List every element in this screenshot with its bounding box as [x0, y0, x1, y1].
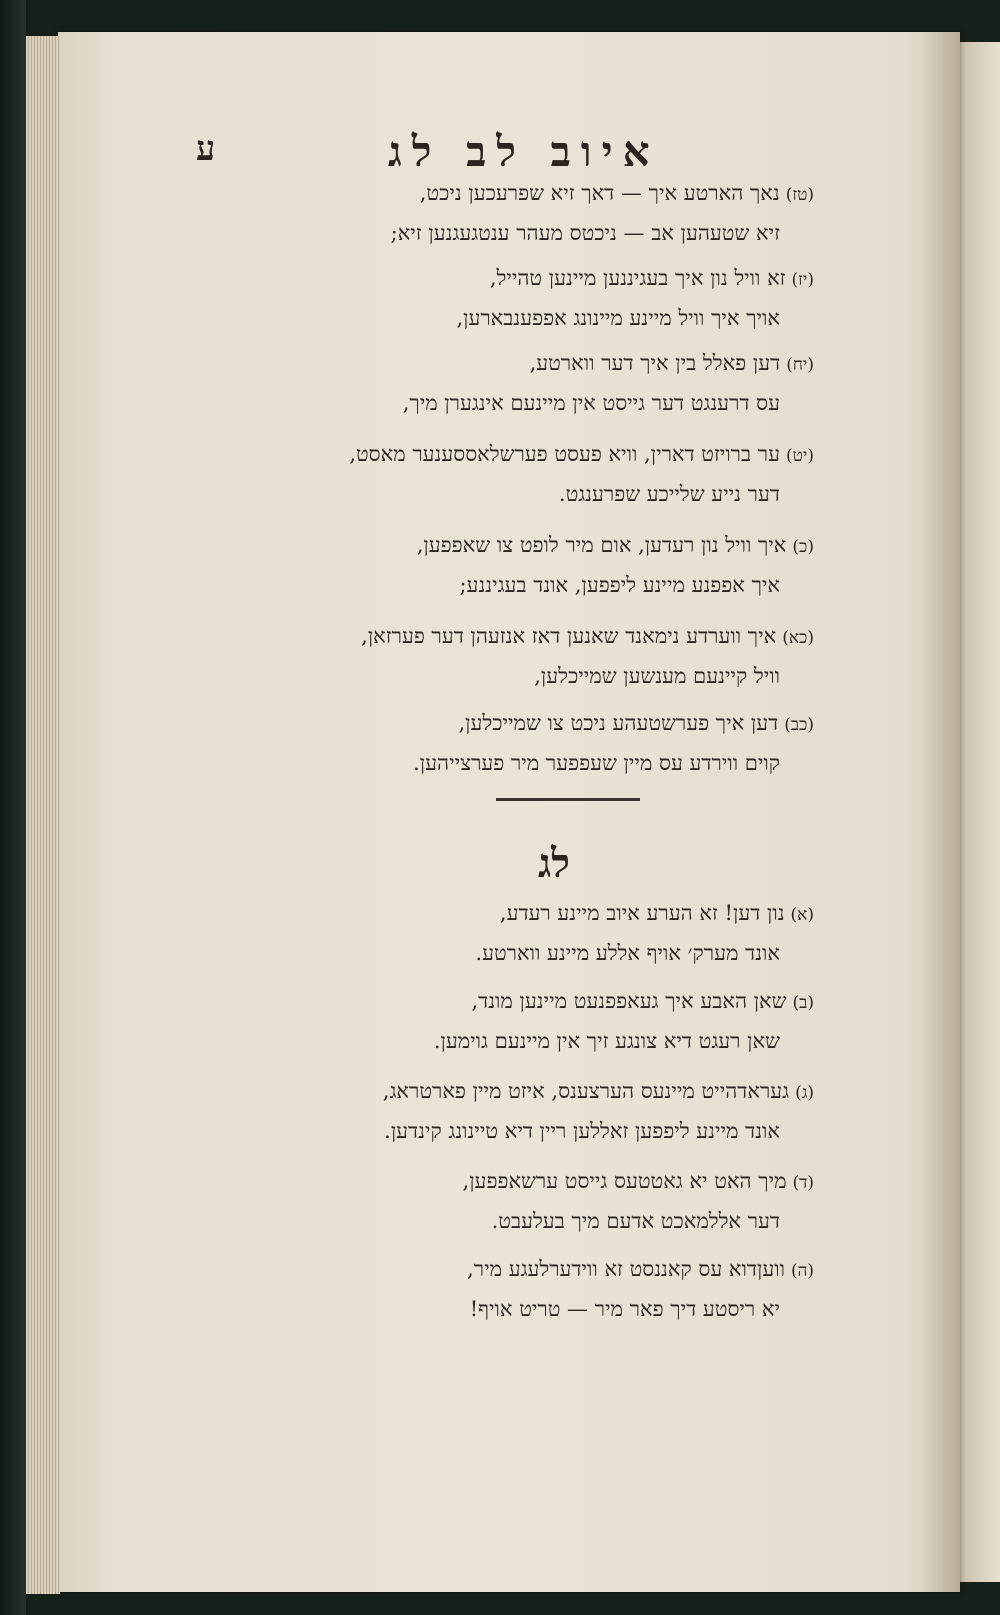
verse-line: זיא שטעהען אב — ניכטס מעהר ענטגעגנען זיא;	[390, 221, 780, 245]
verse-line: זא וויל נון איך בעגיננען מיינען טהייל,	[489, 266, 786, 290]
verse-32-18	[403, 344, 814, 422]
verse-line: דען פאלל בין איך דער ווארטע,	[529, 351, 781, 375]
verse-line: איך ווערדע נימאנד שאנען דאז אנזעהן דער פערזאן,	[361, 624, 777, 648]
verse-32-20	[417, 526, 814, 604]
verse-line: קוים ווירדע עס מיין שעפפער מיר פערצייהען.	[413, 751, 780, 775]
verse-33-5	[467, 1250, 814, 1328]
verse-number: (ה)	[790, 1261, 814, 1281]
verse-number: (יח)	[786, 355, 814, 375]
verse-number: (יז)	[791, 270, 814, 290]
verse-33-4	[463, 1162, 814, 1240]
verse-line: מיך האט יא גאטטעס גייסט ערשאפפען,	[462, 1169, 787, 1193]
section-divider	[496, 798, 640, 801]
running-title: איוב לב לג	[388, 127, 660, 176]
verse-line: דער נייע שלייכע שפרענגט.	[558, 482, 780, 506]
verse-line: אונד מערק׳ אויף אללע מיינע ווארטע.	[475, 941, 780, 965]
verse-line: וועןדוא עס קאננסט זא ווידערלעגע מיר,	[467, 1257, 785, 1281]
verse-number: (כ)	[792, 537, 814, 557]
verse-line: דער אללמאכט אדעם מיך בעלעבט.	[491, 1209, 780, 1233]
verse-line: געראדהייט מיינעס הערצענס, איזט מיין פארטראג,	[382, 1079, 790, 1103]
book-page	[58, 32, 960, 1592]
verse-32-22	[413, 704, 814, 782]
verse-33-1	[475, 894, 814, 972]
verse-33-3	[383, 1072, 814, 1150]
verse-32-16	[391, 174, 814, 252]
verse-line: נאך הארטע איך — דאך זיא שפרעכען ניכט,	[419, 181, 780, 205]
page-fore-edge	[26, 36, 60, 1594]
verse-line: איך אפפנע מיינע ליפפען, אונד בעגיננע;	[459, 573, 780, 597]
verse-line: יא ריסטע דיך פאר מיר — טריט אויף!	[469, 1297, 780, 1321]
verse-number: (ב)	[792, 993, 814, 1013]
verse-number: (א)	[790, 905, 814, 925]
verse-line: וויל קיינעם מענשען שמייכלען,	[534, 664, 780, 688]
verse-line: שאן רעגט דיא צונגע זיך אין מיינעם גוימען.	[433, 1029, 780, 1053]
verse-line: איך וויל נון רעדען, אום מיר לופט צו שאפפען,	[416, 533, 787, 557]
page-number: ע	[196, 129, 216, 169]
verse-number: (ד)	[792, 1173, 814, 1193]
verse-32-21	[361, 617, 814, 695]
verse-line: נון דען! זא הערע איוב מיינע רעדע,	[499, 901, 785, 925]
facing-page-edge	[958, 42, 1000, 1582]
verse-number: (יט)	[786, 446, 814, 466]
verse-number: (ג)	[795, 1083, 814, 1103]
chapter-heading: לג	[538, 840, 570, 887]
book-cover-edge	[0, 0, 26, 1615]
verse-line: שאן האבע איך געאפפנעט מיינען מונד,	[471, 989, 787, 1013]
verse-number: (טז)	[785, 185, 814, 205]
verse-number: (כא)	[782, 628, 814, 648]
verse-32-19	[349, 435, 814, 513]
verse-line: דען איך פערשטעהע ניכט צו שמייכלען,	[458, 711, 779, 735]
gutter-shadow	[920, 32, 960, 1592]
verse-33-2	[434, 982, 814, 1060]
verse-line: אויך איך וויל מיינע מיינונג אפפענבארען,	[456, 306, 780, 330]
verse-line: אונד מיינע ליפפען זאללען ריין דיא טיינונג קינדען.	[384, 1119, 780, 1143]
verse-line: ער ברויזט דארין, וויא פעסט פערשלאססענער מאסט,	[349, 442, 780, 466]
verse-line: עס דרענגט דער גייסט אין מיינעם אינגערן מיך,	[402, 391, 780, 415]
verse-number: (כב)	[784, 715, 814, 735]
verse-32-17	[456, 259, 814, 337]
